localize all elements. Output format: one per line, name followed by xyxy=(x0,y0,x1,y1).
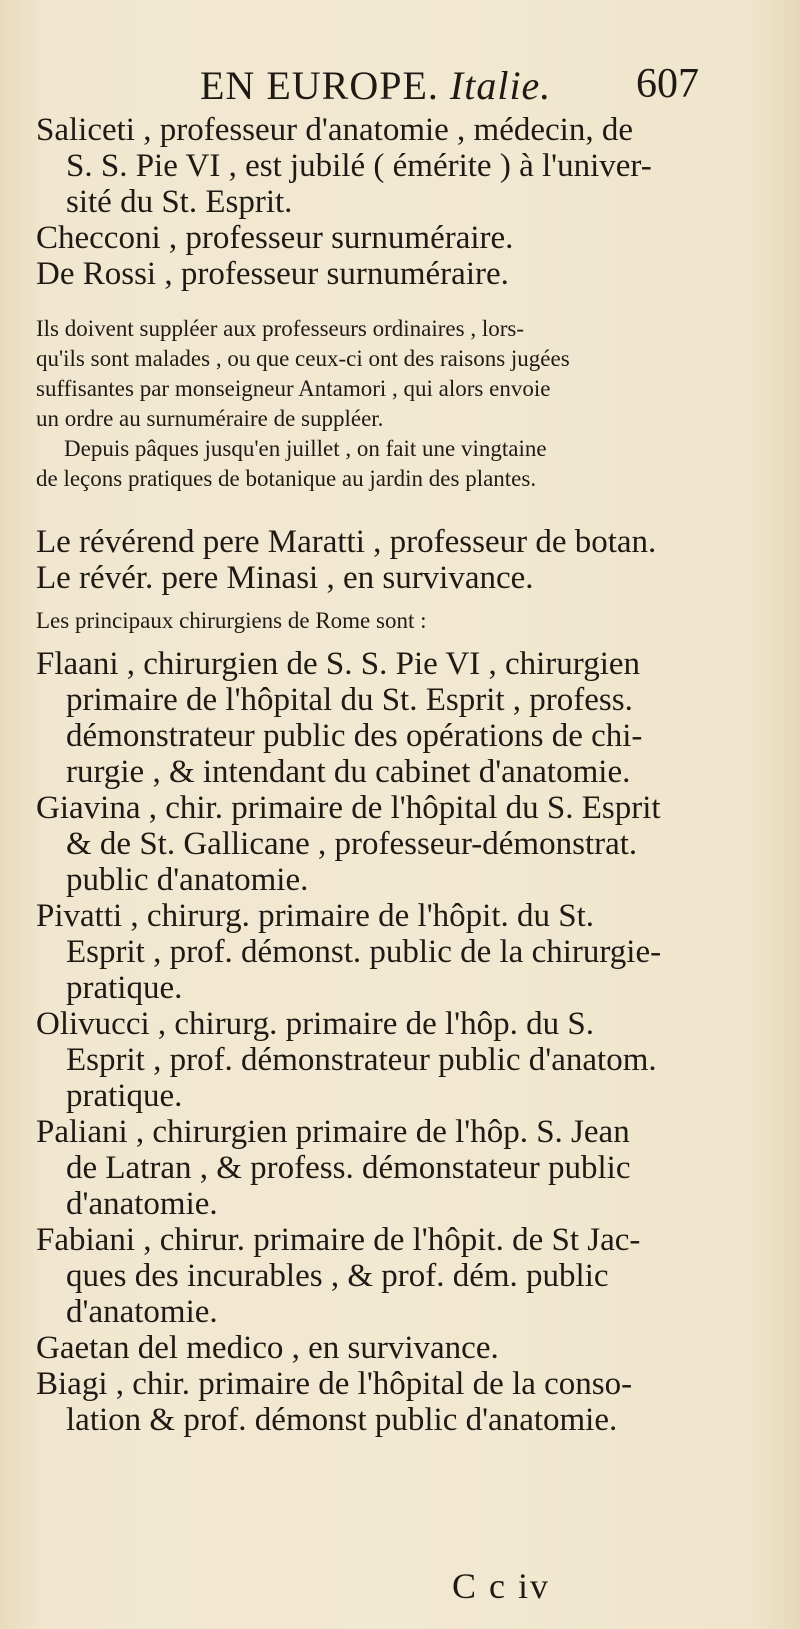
page-header xyxy=(0,48,800,108)
entry-line: Flaani , chirurgien de S. S. Pie VI , chirurgien xyxy=(36,646,641,682)
entry-line: Biagi , chir. primaire de l'hôpital de la conso- xyxy=(36,1366,633,1402)
entry-paliani xyxy=(36,1114,756,1222)
note-line: Depuis pâques jusqu'en juillet , on fait une vingtaine xyxy=(64,436,547,461)
entry-line: De Rossi , professeur surnuméraire. xyxy=(36,256,509,292)
entry-de-rossi xyxy=(36,256,756,292)
body-text xyxy=(36,112,756,1438)
entry-line: rurgie , & intendant du cabinet d'anatomie. xyxy=(66,754,631,790)
entry-maratti xyxy=(36,524,756,560)
entry-line: Checconi , professeur surnuméraire. xyxy=(36,220,514,256)
entry-line: & de St. Gallicane , professeur-démonstrat. xyxy=(66,826,638,862)
entry-line: pratique. xyxy=(66,970,183,1006)
running-head-text: EN EUROPE. xyxy=(200,63,439,108)
entry-olivucci xyxy=(36,1006,756,1114)
entry-line: Le révérend pere Maratti , professeur de botan. xyxy=(36,524,657,560)
entry-checconi xyxy=(36,220,756,256)
entry-gaetan xyxy=(36,1330,756,1366)
entry-line: d'anatomie. xyxy=(66,1186,218,1222)
note-line: qu'ils sont malades , ou que ceux-ci ont des raisons jugées xyxy=(36,346,570,371)
page-number: 607 xyxy=(636,61,699,107)
entry-line: public d'anatomie. xyxy=(66,862,309,898)
note-line: de leçons pratiques de botanique au jardin des plantes. xyxy=(36,466,537,491)
entry-line: Saliceti , professeur d'anatomie , médecin, de xyxy=(36,112,633,148)
entry-line: Esprit , prof. démonstrateur public d'anatom. xyxy=(66,1042,657,1078)
entry-saliceti xyxy=(36,112,756,220)
entry-line: Le révér. pere Minasi , en survivance. xyxy=(36,560,534,596)
intro-line: Les principaux chirurgiens de Rome sont : xyxy=(36,608,427,633)
entry-line: Fabiani , chirur. primaire de l'hôpit. de St Jac- xyxy=(36,1222,641,1258)
running-head-country: Italie. xyxy=(449,63,552,108)
entry-line: sité du St. Esprit. xyxy=(66,184,293,220)
entry-line: Esprit , prof. démonst. public de la chirurgie- xyxy=(66,934,662,970)
entry-line: Gaetan del medico , en survivance. xyxy=(36,1330,499,1366)
note-paragraph xyxy=(36,314,756,494)
entry-flaani xyxy=(36,646,756,790)
entry-line: S. S. Pie VI , est jubilé ( émérite ) à l'univer- xyxy=(66,148,652,184)
entry-line: Olivucci , chirurg. primaire de l'hôp. du S. xyxy=(36,1006,594,1042)
entry-minasi xyxy=(36,560,756,596)
running-head xyxy=(200,62,551,109)
entry-line: primaire de l'hôpital du St. Esprit , profess. xyxy=(66,682,633,718)
entry-giavina xyxy=(36,790,756,898)
entry-line: d'anatomie. xyxy=(66,1294,218,1330)
note-line: Ils doivent suppléer aux professeurs ordinaires , lors- xyxy=(36,316,524,341)
surgeons-intro xyxy=(36,606,756,636)
entry-pivatti xyxy=(36,898,756,1006)
entry-line: pratique. xyxy=(66,1078,183,1114)
signature-mark: C c iv xyxy=(452,1566,550,1606)
entry-line: Paliani , chirurgien primaire de l'hôp. S. Jean xyxy=(36,1114,630,1150)
entry-biagi xyxy=(36,1366,756,1438)
entry-fabiani xyxy=(36,1222,756,1330)
entry-line: Giavina , chir. primaire de l'hôpital du S. Esprit xyxy=(36,790,661,826)
entry-line: de Latran , & profess. démonstateur public xyxy=(66,1150,631,1186)
note-line: un ordre au surnuméraire de suppléer. xyxy=(36,406,384,431)
entry-line: Pivatti , chirurg. primaire de l'hôpit. du St. xyxy=(36,898,595,934)
entry-line: ques des incurables , & prof. dém. public xyxy=(66,1258,609,1294)
entry-line: démonstrateur public des opérations de chi- xyxy=(66,718,643,754)
note-line: suffisantes par monseigneur Antamori , qui alors envoie xyxy=(36,376,551,401)
entry-line: lation & prof. démonst public d'anatomie. xyxy=(66,1402,618,1438)
